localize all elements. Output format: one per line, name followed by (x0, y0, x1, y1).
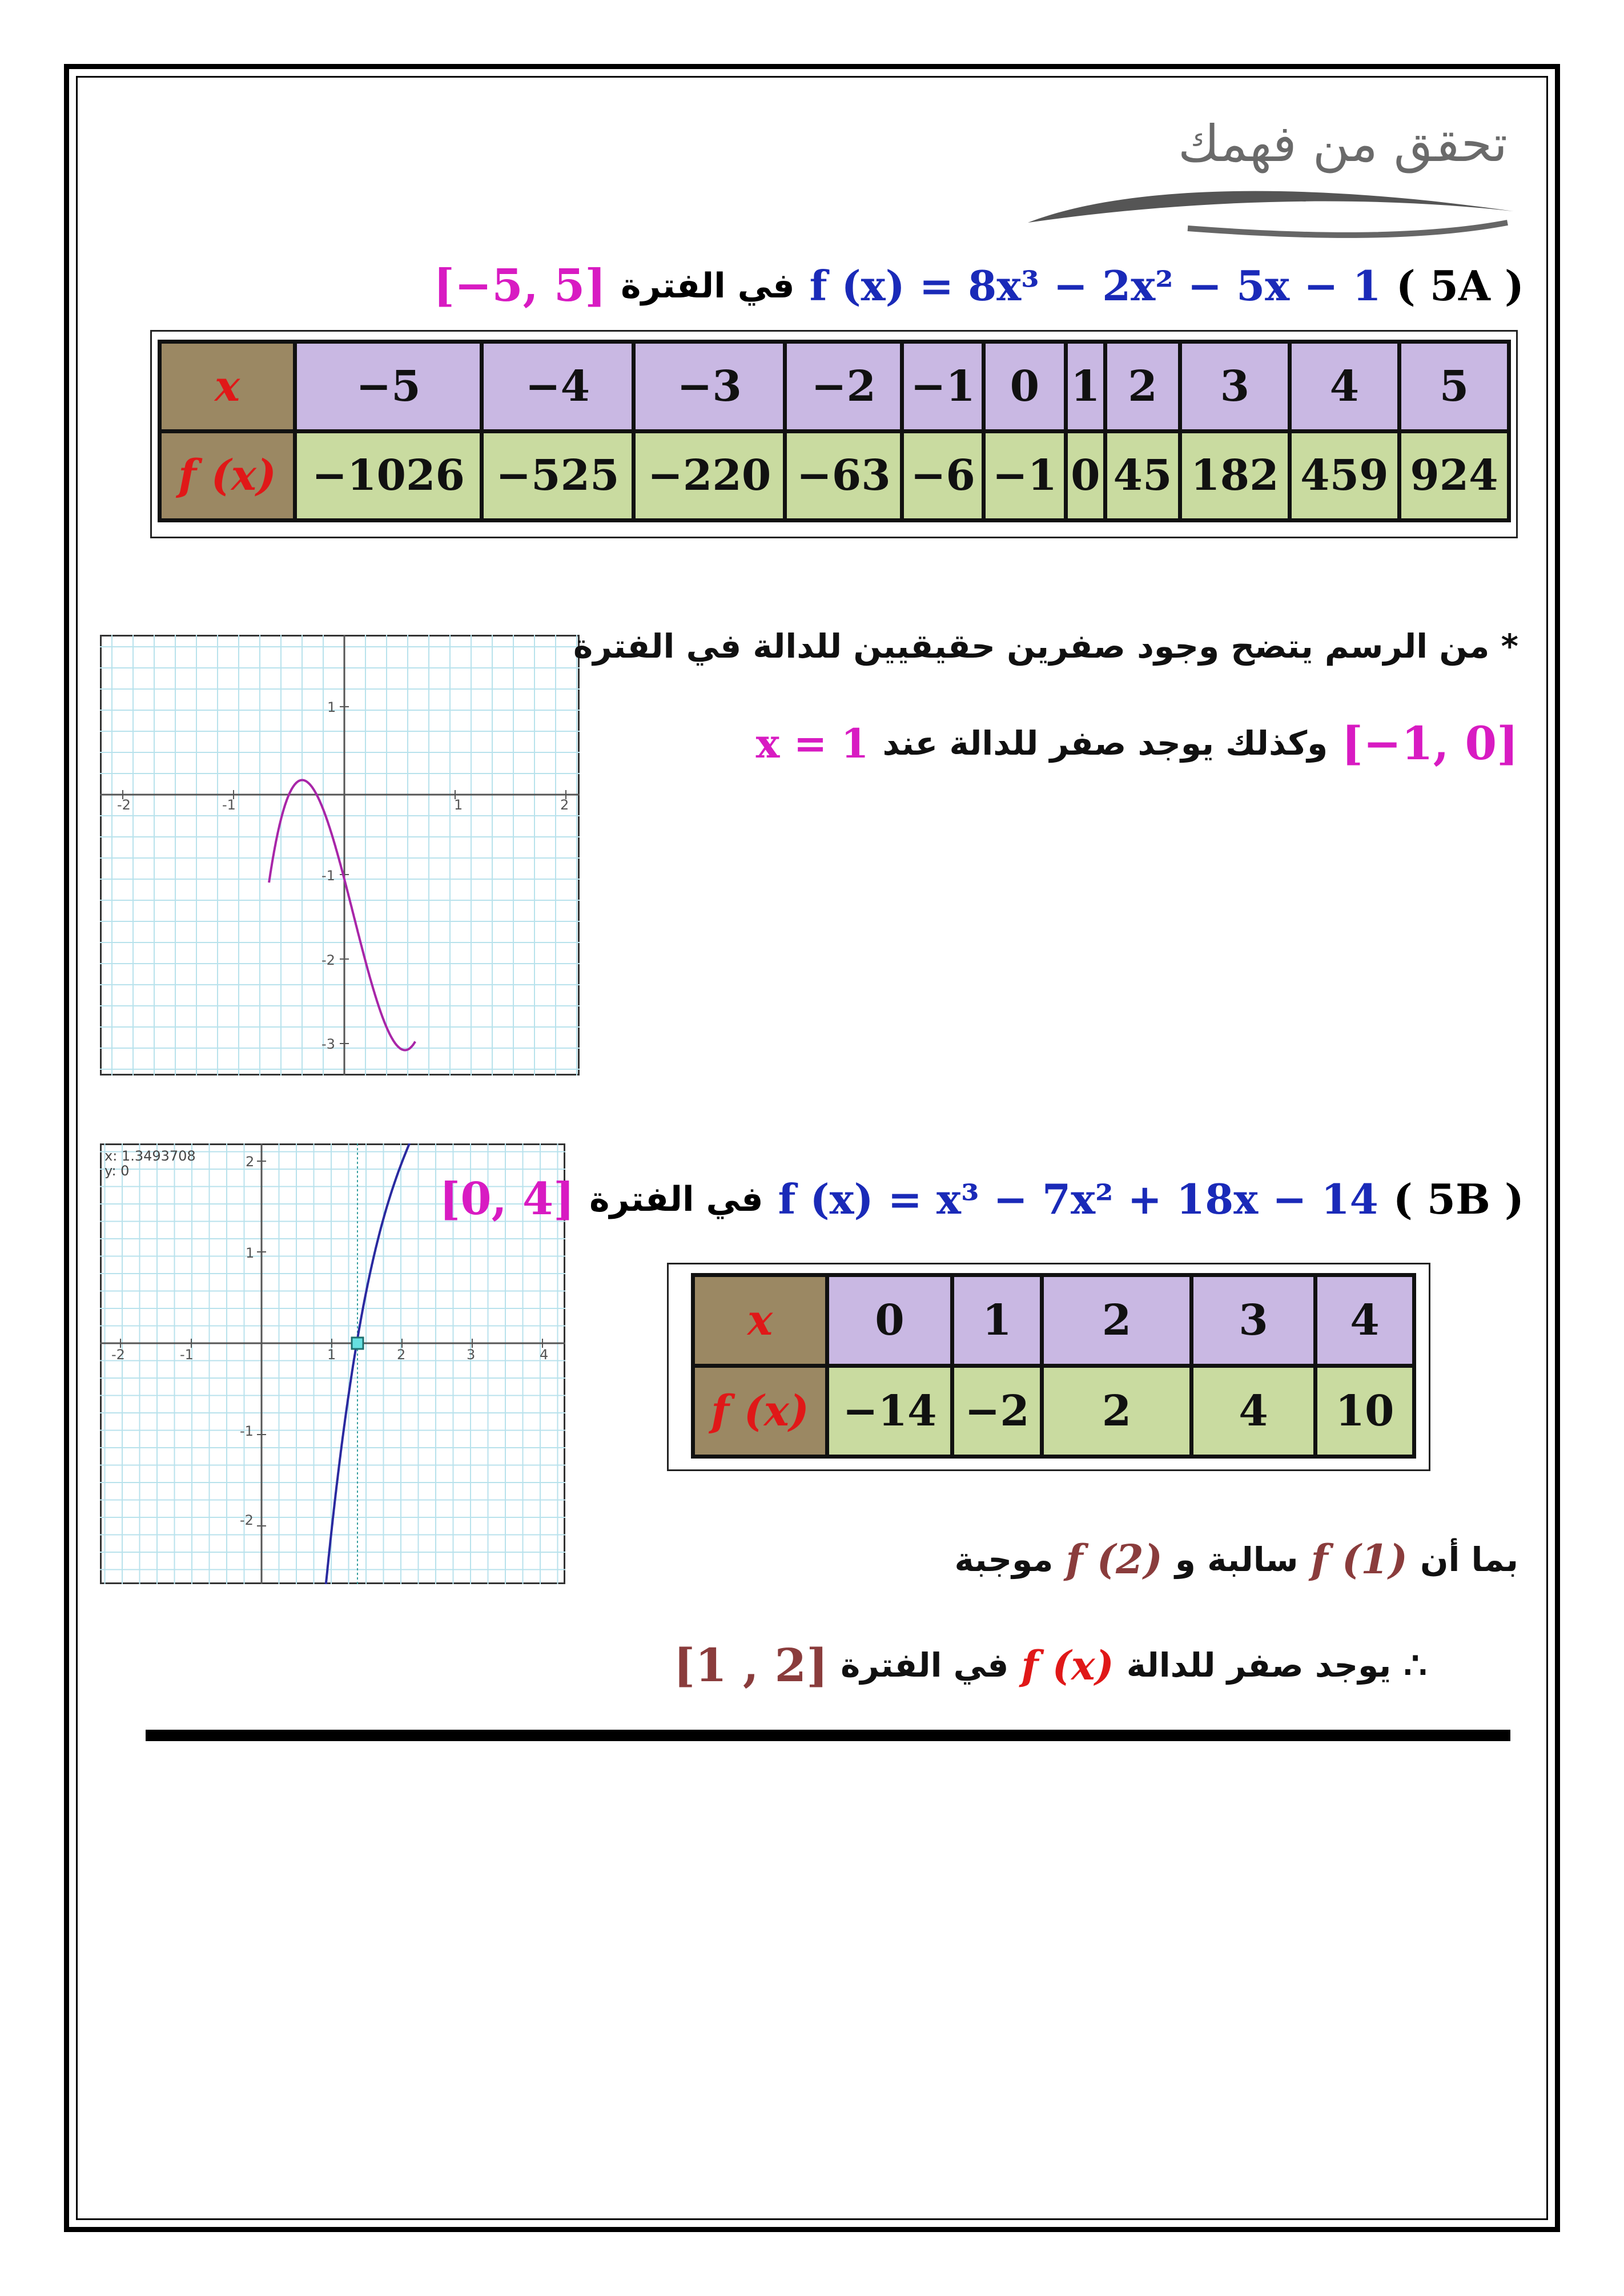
ex5a-label: ( 5A ) (1396, 261, 1524, 310)
x-cell: 4 (1316, 1275, 1414, 1366)
ex5a-function: f (x) = 8x³ − 2x² − 5x − 1 (809, 261, 1381, 310)
ex5a-note-line1: * من الرسم يتضح وجود صفرين حقيقيين للدالة في الفترة (573, 627, 1518, 666)
fx-cell: 182 (1180, 431, 1289, 521)
x-cell: 5 (1399, 342, 1509, 432)
trace-point-marker (352, 1338, 363, 1349)
fx-cell: 4 (1192, 1366, 1316, 1457)
logo-text: تحقق من فهمك (1178, 114, 1508, 173)
fx-cell: −6 (902, 431, 983, 521)
ex5b-conclusion-line (673, 1638, 1427, 1692)
coordinate-readout-x: x: 1.3493708 (104, 1148, 196, 1164)
x-tick-label: -2 (111, 1347, 125, 1363)
y-tick-label: 2 (246, 1154, 255, 1170)
x-cell: 3 (1192, 1275, 1316, 1366)
fx-cell: −525 (481, 431, 633, 521)
y-tick-label: -1 (240, 1423, 254, 1439)
x-tick-label: 2 (560, 797, 569, 813)
ex5b-function: f (x) = x³ − 7x² + 18x − 14 (778, 1175, 1378, 1223)
fx-cell: 924 (1399, 431, 1509, 521)
x-tick-label: -1 (180, 1347, 194, 1363)
f2-expression: f (2) (1066, 1536, 1163, 1583)
fx-cell: 2 (1042, 1366, 1192, 1457)
fx-label-cell: f (x) (693, 1366, 827, 1457)
ex5b-label: ( 5B ) (1393, 1175, 1524, 1223)
fx-cell: 10 (1316, 1366, 1414, 1457)
fx-cell: 459 (1289, 431, 1399, 521)
x-cell: −4 (481, 342, 633, 432)
fx-label-cell: f (x) (160, 431, 295, 521)
header-logo (1016, 108, 1530, 245)
x-tick-label: 2 (397, 1347, 406, 1363)
fx-cell: −14 (827, 1366, 952, 1457)
x-tick-label: 3 (467, 1347, 476, 1363)
x-cell: 2 (1106, 342, 1180, 432)
x-tick-label: 1 (454, 797, 463, 813)
x-cell: 3 (1180, 342, 1289, 432)
therefore-symbol: ∴ (1404, 1644, 1427, 1687)
x-label-cell: x (693, 1275, 827, 1366)
coordinate-readout-y: y: 0 (104, 1163, 130, 1179)
ex5a-note-line2 (756, 716, 1518, 770)
fx-cell: 45 (1106, 431, 1180, 521)
note-zero: x = 1 (755, 719, 869, 767)
f1-expression: f (1) (1311, 1536, 1408, 1583)
y-tick-label: -1 (321, 868, 335, 884)
x-tick-label: -2 (117, 797, 131, 813)
y-tick-label: 1 (327, 699, 336, 715)
x-tick-label: -1 (222, 797, 236, 813)
ex5a-x-row (160, 342, 1509, 432)
ex5a-heading (433, 260, 1524, 312)
fx-cell: −1026 (295, 431, 482, 521)
y-tick-label: -2 (321, 952, 335, 968)
x-label-cell: x (160, 342, 295, 432)
y-tick-label: -2 (240, 1512, 254, 1528)
ex5b-interval: [0, 4] (439, 1173, 575, 1225)
x-cell: 1 (1066, 342, 1106, 432)
since-prefix: بما أن (1420, 1540, 1518, 1579)
conclusion-interval-word: في الفترة (841, 1646, 1009, 1685)
note-interval: [−1, 0] (1341, 716, 1518, 770)
x-cell: 4 (1289, 342, 1399, 432)
ex5a-fx-row (160, 431, 1509, 521)
conclusion-function: f (x) (1021, 1641, 1114, 1689)
y-tick-label: 1 (246, 1245, 255, 1261)
ex5b-fx-row (693, 1366, 1414, 1457)
fx-cell: −220 (633, 431, 785, 521)
since-positive: موجبة (954, 1540, 1054, 1579)
ex5a-graph (100, 635, 580, 1076)
note-text: وكذلك يوجد صفر للدالة عند (882, 724, 1328, 763)
ex5a-interval-word: في الفترة (621, 265, 795, 306)
x-cell: 1 (952, 1275, 1042, 1366)
logo-swoosh (1016, 160, 1530, 245)
since-negative: سالبة و (1175, 1540, 1299, 1579)
x-cell: 0 (827, 1275, 952, 1366)
y-tick-label: -3 (321, 1036, 335, 1052)
ex5b-x-row (693, 1275, 1414, 1366)
x-cell: −5 (295, 342, 482, 432)
ex5b-table (691, 1273, 1416, 1459)
section-divider (146, 1730, 1510, 1741)
x-cell: 0 (984, 342, 1066, 432)
x-cell: −3 (633, 342, 785, 432)
x-tick-label: 4 (540, 1347, 549, 1363)
x-cell: −2 (785, 342, 902, 432)
ex5b-interval-word: في الفترة (589, 1179, 763, 1219)
ex5a-interval: [−5, 5] (433, 260, 606, 312)
ex5a-table (158, 340, 1511, 522)
fx-cell: −63 (785, 431, 902, 521)
conclusion-text: يوجد صفر للدالة (1126, 1646, 1392, 1685)
conclusion-interval: [1 , 2] (673, 1638, 829, 1692)
x-cell: 2 (1042, 1275, 1192, 1366)
fx-cell: 0 (1066, 431, 1106, 521)
x-tick-label: 1 (327, 1347, 336, 1363)
x-cell: −1 (902, 342, 983, 432)
ex5b-heading (439, 1173, 1524, 1225)
ex5b-since-line (954, 1536, 1518, 1583)
fx-cell: −2 (952, 1366, 1042, 1457)
fx-cell: −1 (984, 431, 1066, 521)
